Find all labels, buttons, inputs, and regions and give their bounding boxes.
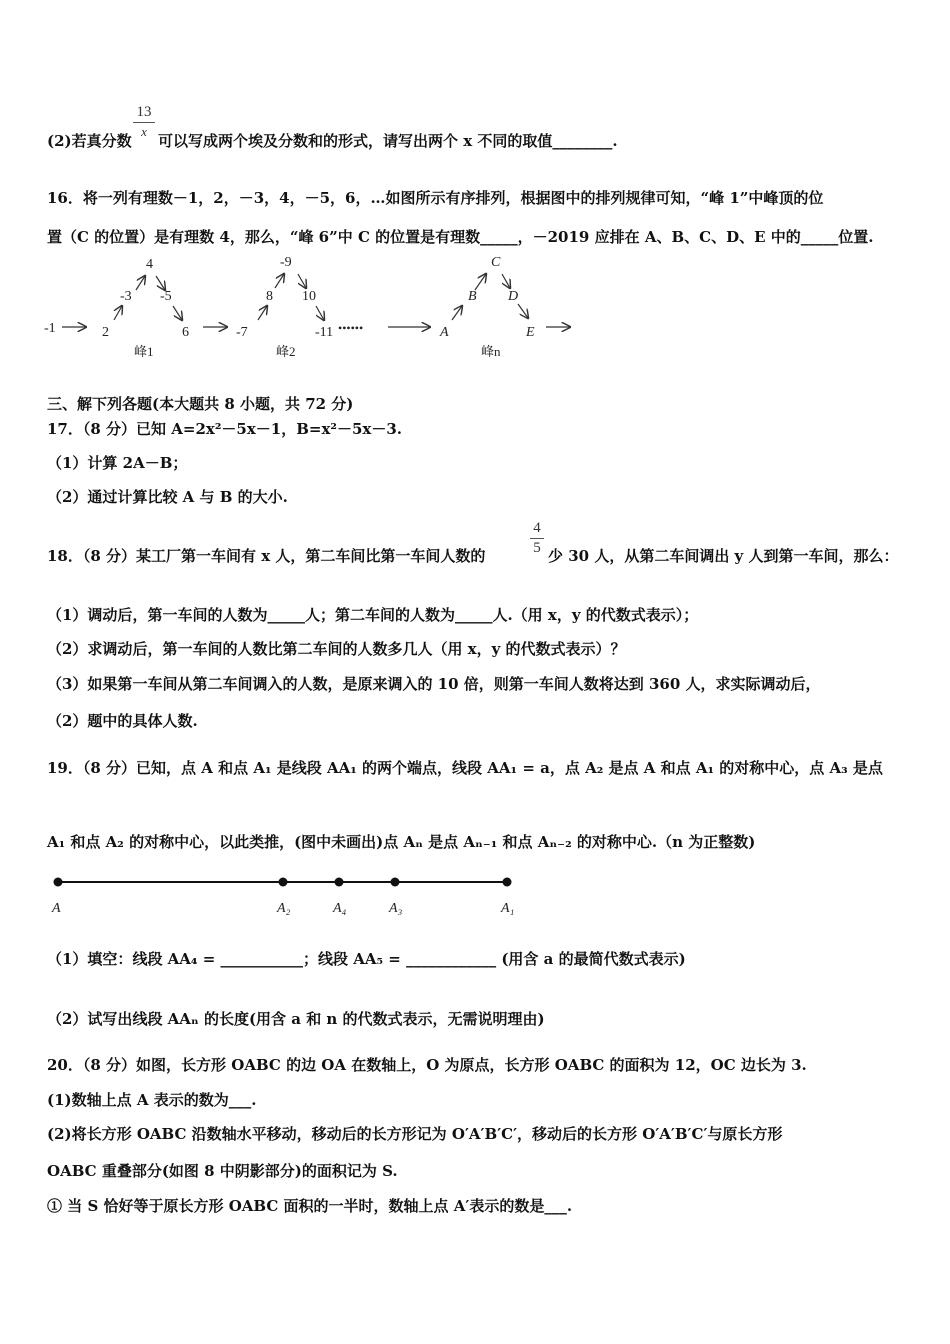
- q17-part-1: （1）计算 2A－B；: [47, 454, 188, 472]
- peak1-value: 4: [146, 257, 153, 272]
- peakn-label-a: A: [440, 325, 449, 340]
- q16-line-2: 置（C 的位置）是有理数 4，那么，“峰 6”中 C 的位置是有理数_____，－2019 应排在 A、B、C、D、E 中的_____位置.: [47, 228, 874, 246]
- label-a1: A₁: [501, 901, 515, 916]
- point-a3: [391, 878, 400, 887]
- peakn-label-c: C: [491, 255, 501, 270]
- section-3-heading: 三、解下列各题(本大题共 8 小题，共 72 分): [47, 395, 354, 413]
- peak-start-value: -1: [44, 321, 56, 336]
- fraction-bar: [133, 122, 155, 123]
- q20-part-1: (1)数轴上点 A 表示的数为___.: [47, 1091, 257, 1109]
- fraction-13-over-x: [133, 104, 155, 140]
- point-a: [54, 878, 63, 887]
- point-a1: [503, 878, 512, 887]
- peak2-value: 8: [266, 289, 273, 304]
- peakn-label-d: D: [508, 289, 519, 304]
- peakn-label: 峰n: [481, 344, 501, 359]
- peak1-value: -3: [120, 289, 132, 304]
- point-a4: [335, 878, 344, 887]
- peak2-value: 10: [302, 289, 316, 304]
- peaks-diagram: [40, 252, 600, 362]
- q17-stem: 17．（8 分）已知 A=2x²－5x－1，B=x²－5x－3.: [47, 420, 403, 438]
- q18-part-1: （1）调动后，第一车间的人数为_____人；第二车间的人数为_____人.（用 x，y 的代数式表示）；: [47, 606, 699, 624]
- fraction-denominator: x: [141, 124, 147, 139]
- q15-2-suffix: 可以写成两个埃及分数和的形式，请写出两个 x 不同的取值________.: [158, 132, 618, 150]
- fraction-bar: [530, 538, 544, 539]
- q19-stem-line-2: A₁ 和点 A₂ 的对称中心，以此类推，(图中未画出)点 Aₙ 是点 Aₙ₋₁ 和点 Aₙ₋₂ 的对称中心.（n 为正整数): [47, 833, 756, 851]
- peakn-label-b: B: [468, 289, 477, 304]
- q20-part-2: (2)将长方形 OABC 沿数轴水平移动，移动后的长方形记为 O′A′B′C′，移动后的长方形 O′A′B′C′与原长方形: [47, 1125, 783, 1143]
- peak1-value: -5: [160, 289, 172, 304]
- fraction-denominator: 5: [533, 540, 541, 556]
- q19-part-1: （1）填空：线段 AA₄ = ___________；线段 AA₅ = ____________ (用含 a 的最简代数式表示): [47, 950, 686, 968]
- q18-stem-suffix: 少 30 人，从第二车间调出 y 人到第一车间，那么：: [548, 547, 899, 565]
- label-a3: A₃: [389, 901, 403, 916]
- label-a: A: [52, 901, 61, 916]
- q18-part-2: （2）求调动后，第一车间的人数比第二车间的人数多几人（用 x，y 的代数式表示）？: [47, 640, 626, 658]
- segment-diagram: [48, 872, 528, 918]
- fraction-numerator: 4: [533, 520, 541, 536]
- peak2-value: -9: [280, 255, 292, 270]
- q18-stem-prefix: 18．（8 分）某工厂第一车间有 x 人，第二车间比第一车间人数的: [47, 547, 486, 565]
- peak2-start-value: -7: [236, 325, 248, 340]
- peak1-value: 2: [102, 325, 109, 340]
- peak1-label: 峰1: [134, 344, 154, 359]
- label-a2: A₂: [277, 901, 291, 916]
- q18-part-4: （2）题中的具体人数.: [47, 712, 198, 730]
- peak2-value: -11: [315, 325, 334, 340]
- ellipsis-dots: ••••••: [338, 321, 364, 335]
- q20-stem: 20．（8 分）如图，长方形 OABC 的边 OA 在数轴上，O 为原点，长方形 OABC 的面积为 12，OC 边长为 3.: [47, 1056, 807, 1074]
- q18-part-3: （3）如果第一车间从第二车间调入的人数，是原来调入的 10 倍，则第一车间人数将达到 360 人，求实际调动后，: [47, 675, 821, 693]
- q19-part-2: （2）试写出线段 AAₙ 的长度(用含 a 和 n 的代数式表示，无需说明理由): [47, 1010, 545, 1028]
- peak1-value: 6: [182, 325, 189, 340]
- peakn-label-e: E: [526, 325, 535, 340]
- q20-part-3: OABC 重叠部分(如图 8 中阴影部分)的面积记为 S.: [47, 1162, 398, 1180]
- q19-stem-line-1: 19．（8 分）已知，点 A 和点 A₁ 是线段 AA₁ 的两个端点，线段 AA₁ = a，点 A₂ 是点 A 和点 A₁ 的对称中心，点 A₃ 是点: [47, 759, 883, 777]
- point-a2: [279, 878, 288, 887]
- fraction-4-over-5: [530, 520, 544, 557]
- fraction-numerator: 13: [136, 104, 152, 120]
- q20-part-4: ① 当 S 恰好等于原长方形 OABC 面积的一半时，数轴上点 A′表示的数是___.: [47, 1197, 573, 1215]
- q15-2-prefix: (2)若真分数: [47, 132, 132, 150]
- q17-part-2: （2）通过计算比较 A 与 B 的大小.: [47, 488, 288, 506]
- peak2-label: 峰2: [276, 344, 296, 359]
- q16-line-1: 16．将一列有理数－1，2，－3，4，－5，6，…如图所示有序排列，根据图中的排列规律可知，“峰 1”中峰顶的位: [47, 189, 824, 207]
- label-a4: A₄: [333, 901, 347, 916]
